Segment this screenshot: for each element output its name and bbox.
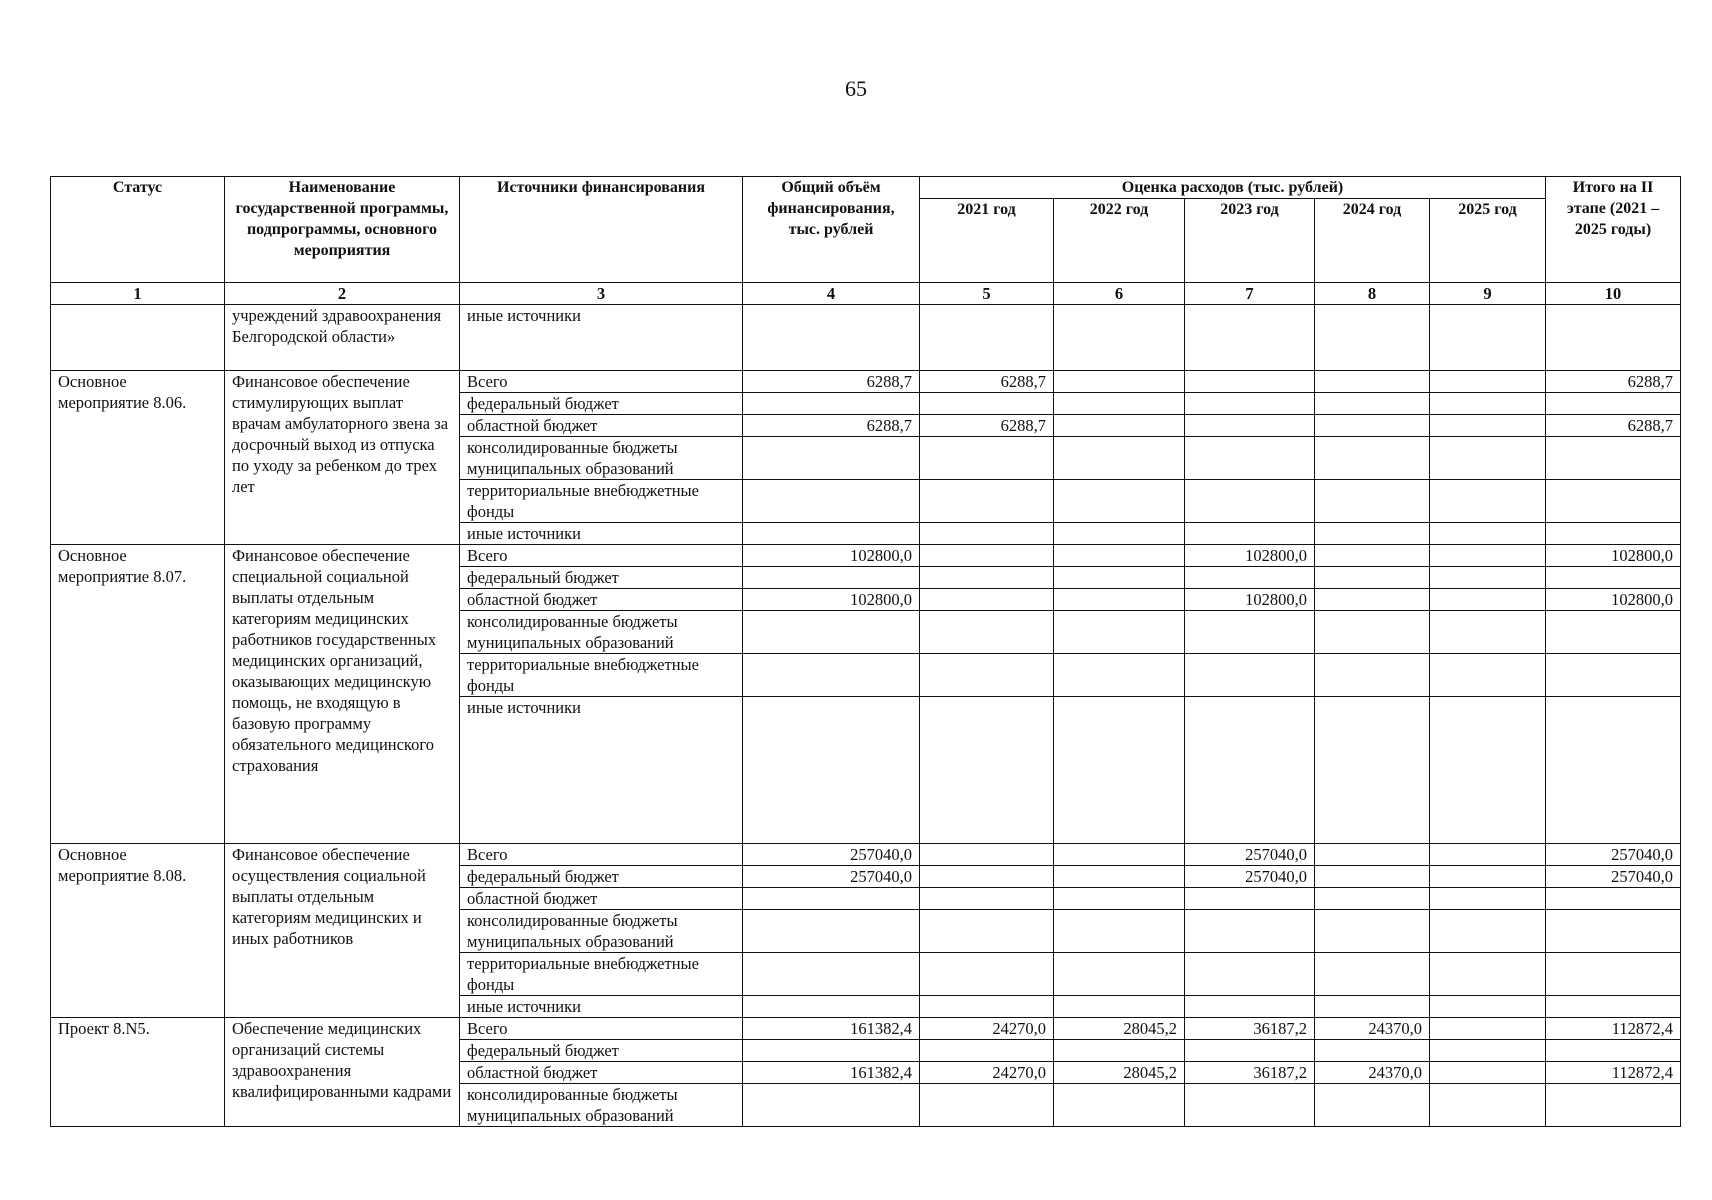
total-value [743,393,920,415]
year-2021-value [920,545,1054,567]
year-2025-value [1430,844,1546,866]
itogo-value [1546,1084,1681,1127]
itogo-value: 102800,0 [1546,545,1681,567]
itogo-value [1546,523,1681,545]
year-2024-value [1315,567,1430,589]
source-cell: территориальные внебюджетные фонды [460,953,743,996]
column-number: 3 [460,283,743,305]
total-value [743,1040,920,1062]
column-number: 7 [1185,283,1315,305]
total-value: 6288,7 [743,371,920,393]
table-header [51,177,1681,305]
itogo-value [1546,996,1681,1018]
year-2022-value [1054,1040,1185,1062]
year-2023-value [1185,1084,1315,1127]
itogo-value: 6288,7 [1546,371,1681,393]
column-number: 6 [1054,283,1185,305]
year-2024-value [1315,393,1430,415]
year-2023-value [1185,305,1315,371]
year-2024-value [1315,654,1430,697]
header-year-2021: 2021 год [920,199,1054,283]
year-2023-value [1185,654,1315,697]
source-cell: иные источники [460,697,743,844]
year-2022-value [1054,437,1185,480]
year-2022-value: 28045,2 [1054,1062,1185,1084]
year-2021-value [920,567,1054,589]
status-cell: Основное мероприятие 8.08. [51,844,225,1018]
column-number: 10 [1546,283,1681,305]
table-row [51,305,1681,371]
year-2024-value [1315,866,1430,888]
year-2021-value: 24270,0 [920,1062,1054,1084]
year-2024-value [1315,437,1430,480]
year-2024-value [1315,305,1430,371]
source-cell: иные источники [460,305,743,371]
header-year-2022: 2022 год [1054,199,1185,283]
total-value [743,654,920,697]
year-2024-value [1315,523,1430,545]
year-2022-value [1054,415,1185,437]
year-2022-value: 28045,2 [1054,1018,1185,1040]
year-2024-value [1315,844,1430,866]
total-value: 257040,0 [743,844,920,866]
header-year-2025: 2025 год [1430,199,1546,283]
year-2025-value [1430,437,1546,480]
table-row [51,1018,1681,1040]
year-2021-value [920,697,1054,844]
year-2023-value [1185,611,1315,654]
year-2025-value [1430,1084,1546,1127]
itogo-value [1546,953,1681,996]
year-2024-value [1315,697,1430,844]
page-number: 65 [845,76,867,101]
year-2022-value [1054,1084,1185,1127]
year-2023-value [1185,437,1315,480]
year-2023-value [1185,371,1315,393]
column-number: 8 [1315,283,1430,305]
year-2022-value [1054,866,1185,888]
year-2022-value [1054,393,1185,415]
year-2021-value [920,953,1054,996]
column-number: 2 [225,283,460,305]
year-2024-value [1315,415,1430,437]
year-2023-value [1185,567,1315,589]
total-value [743,480,920,523]
source-cell: иные источники [460,996,743,1018]
itogo-value: 112872,4 [1546,1018,1681,1040]
header-estimate: Оценка расходов (тыс. рублей) [920,177,1546,199]
financing-table [50,176,1681,1127]
source-cell: Всего [460,844,743,866]
year-2025-value [1430,589,1546,611]
year-2024-value [1315,545,1430,567]
total-value [743,953,920,996]
total-value: 161382,4 [743,1062,920,1084]
itogo-value [1546,888,1681,910]
itogo-value [1546,697,1681,844]
source-cell: консолидированные бюджеты муниципальных образований [460,437,743,480]
total-value [743,697,920,844]
source-cell: Всего [460,1018,743,1040]
source-cell: областной бюджет [460,888,743,910]
source-cell: федеральный бюджет [460,1040,743,1062]
year-2022-value [1054,910,1185,953]
year-2023-value [1185,480,1315,523]
year-2024-value: 24370,0 [1315,1062,1430,1084]
year-2025-value [1430,1040,1546,1062]
total-value [743,996,920,1018]
year-2025-value [1430,866,1546,888]
year-2021-value: 6288,7 [920,371,1054,393]
year-2021-value [920,305,1054,371]
total-value [743,888,920,910]
year-2024-value [1315,910,1430,953]
itogo-value [1546,567,1681,589]
source-cell: федеральный бюджет [460,393,743,415]
status-cell: Проект 8.N5. [51,1018,225,1127]
column-number-row [51,283,1681,305]
itogo-value [1546,393,1681,415]
year-2021-value [920,888,1054,910]
year-2025-value [1430,305,1546,371]
year-2023-value: 102800,0 [1185,545,1315,567]
header-status: Статус [51,177,225,283]
header-total: Общий объём финансирования, тыс. рублей [743,177,920,283]
year-2022-value [1054,523,1185,545]
total-value: 6288,7 [743,415,920,437]
year-2021-value [920,866,1054,888]
year-2024-value [1315,888,1430,910]
year-2025-value [1430,888,1546,910]
status-cell: Основное мероприятие 8.07. [51,545,225,844]
year-2022-value [1054,611,1185,654]
year-2021-value: 24270,0 [920,1018,1054,1040]
total-value [743,910,920,953]
year-2023-value: 102800,0 [1185,589,1315,611]
name-cell: Обеспечение медицинских организаций системы здравоохранения квалифицированными кадрами [225,1018,460,1127]
name-cell: Финансовое обеспечение стимулирующих выплат врачам амбулаторного звена за досрочный выход из отпуска по уходу за ребенком до трех лет [225,371,460,545]
year-2021-value [920,437,1054,480]
total-value: 257040,0 [743,866,920,888]
year-2021-value [920,910,1054,953]
year-2021-value [920,654,1054,697]
header-year-2023: 2023 год [1185,199,1315,283]
year-2021-value [920,1084,1054,1127]
year-2025-value [1430,1018,1546,1040]
year-2021-value [920,480,1054,523]
year-2025-value [1430,611,1546,654]
column-number: 9 [1430,283,1546,305]
year-2021-value [920,844,1054,866]
itogo-value [1546,611,1681,654]
year-2022-value [1054,654,1185,697]
year-2025-value [1430,545,1546,567]
year-2022-value [1054,305,1185,371]
source-cell: территориальные внебюджетные фонды [460,654,743,697]
header-year-2024: 2024 год [1315,199,1430,283]
year-2021-value: 6288,7 [920,415,1054,437]
table-body [51,305,1681,1127]
year-2022-value [1054,589,1185,611]
itogo-value [1546,480,1681,523]
itogo-value [1546,437,1681,480]
column-number: 1 [51,283,225,305]
year-2021-value [920,589,1054,611]
year-2023-value [1185,697,1315,844]
year-2025-value [1430,371,1546,393]
total-value [743,1084,920,1127]
year-2024-value [1315,611,1430,654]
itogo-value: 102800,0 [1546,589,1681,611]
year-2025-value [1430,996,1546,1018]
year-2024-value [1315,589,1430,611]
header-name: Наименование государственной программы, подпрограммы, основного мероприятия [225,177,460,283]
source-cell: консолидированные бюджеты муниципальных образований [460,611,743,654]
source-cell: областной бюджет [460,1062,743,1084]
total-value: 102800,0 [743,545,920,567]
total-value: 161382,4 [743,1018,920,1040]
year-2022-value [1054,371,1185,393]
year-2024-value: 24370,0 [1315,1018,1430,1040]
header-itogo: Итого на II этапе (2021 – 2025 годы) [1546,177,1681,283]
year-2023-value [1185,953,1315,996]
year-2022-value [1054,888,1185,910]
year-2021-value [920,611,1054,654]
name-cell: учреждений здравоохранения Белгородской области» [225,305,460,371]
year-2024-value [1315,371,1430,393]
year-2022-value [1054,480,1185,523]
year-2023-value [1185,415,1315,437]
year-2022-value [1054,545,1185,567]
year-2025-value [1430,480,1546,523]
source-cell: территориальные внебюджетные фонды [460,480,743,523]
year-2025-value [1430,1062,1546,1084]
itogo-value: 257040,0 [1546,866,1681,888]
year-2023-value [1185,888,1315,910]
year-2025-value [1430,953,1546,996]
year-2021-value [920,523,1054,545]
year-2022-value [1054,567,1185,589]
year-2022-value [1054,996,1185,1018]
year-2023-value [1185,393,1315,415]
year-2022-value [1054,953,1185,996]
table-row [51,545,1681,567]
year-2021-value [920,393,1054,415]
year-2025-value [1430,654,1546,697]
year-2024-value [1315,1084,1430,1127]
year-2025-value [1430,697,1546,844]
source-cell: федеральный бюджет [460,866,743,888]
source-cell: консолидированные бюджеты муниципальных образований [460,910,743,953]
itogo-value: 257040,0 [1546,844,1681,866]
source-cell: Всего [460,371,743,393]
header-sources: Источники финансирования [460,177,743,283]
year-2025-value [1430,393,1546,415]
total-value [743,611,920,654]
year-2023-value [1185,1040,1315,1062]
name-cell: Финансовое обеспечение осуществления социальной выплаты отдельным категориям медицинских и иных работников [225,844,460,1018]
column-number: 4 [743,283,920,305]
year-2024-value [1315,1040,1430,1062]
year-2023-value [1185,910,1315,953]
year-2023-value [1185,996,1315,1018]
year-2023-value: 257040,0 [1185,866,1315,888]
year-2023-value: 36187,2 [1185,1018,1315,1040]
itogo-value [1546,305,1681,371]
total-value [743,523,920,545]
name-cell: Финансовое обеспечение специальной социальной выплаты отдельным категориям медицинских работников государственных медицинских организаций, оказывающих медицинскую помощь, не входящую в базовую программу обязательного медицинского страхования [225,545,460,844]
total-value [743,567,920,589]
status-cell: Основное мероприятие 8.06. [51,371,225,545]
year-2025-value [1430,910,1546,953]
year-2024-value [1315,953,1430,996]
year-2023-value: 36187,2 [1185,1062,1315,1084]
itogo-value [1546,654,1681,697]
year-2022-value [1054,844,1185,866]
source-cell: иные источники [460,523,743,545]
total-value [743,437,920,480]
itogo-value [1546,910,1681,953]
year-2025-value [1430,415,1546,437]
year-2025-value [1430,567,1546,589]
total-value [743,305,920,371]
year-2025-value [1430,523,1546,545]
year-2021-value [920,996,1054,1018]
table-row [51,371,1681,393]
source-cell: Всего [460,545,743,567]
source-cell: федеральный бюджет [460,567,743,589]
year-2024-value [1315,480,1430,523]
year-2024-value [1315,996,1430,1018]
year-2021-value [920,1040,1054,1062]
itogo-value: 6288,7 [1546,415,1681,437]
total-value: 102800,0 [743,589,920,611]
source-cell: областной бюджет [460,415,743,437]
year-2023-value: 257040,0 [1185,844,1315,866]
year-2023-value [1185,523,1315,545]
itogo-value: 112872,4 [1546,1062,1681,1084]
year-2022-value [1054,697,1185,844]
itogo-value [1546,1040,1681,1062]
table-row [51,844,1681,866]
column-number: 5 [920,283,1054,305]
source-cell: консолидированные бюджеты муниципальных образований [460,1084,743,1127]
source-cell: областной бюджет [460,589,743,611]
status-cell [51,305,225,371]
